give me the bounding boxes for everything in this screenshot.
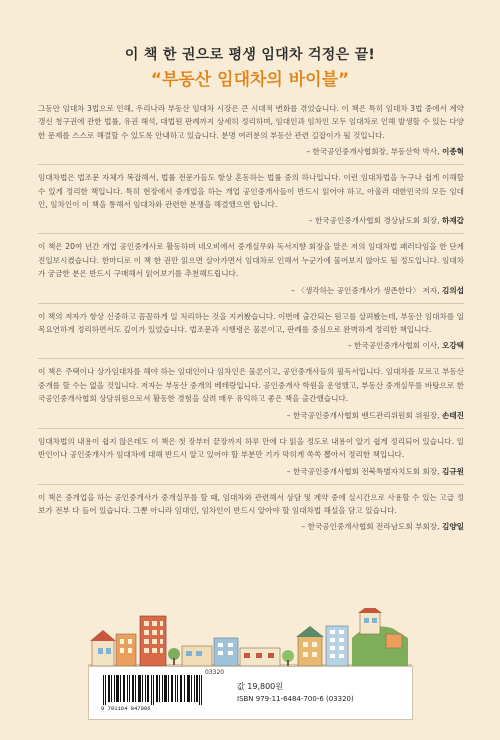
review-attribution — [38, 465, 464, 478]
review-affiliation: – 〈생각하는 공인중개사가 생존한다〉 저자, — [291, 285, 440, 295]
review-text: 그동안 임대차 3법으로 인해, 우리나라 부동산 임대차 시장은 큰 시대적 변화를 겪었습니다. 이 책은 특히 임대차 3법 중에서 계약갱신 청구권에 관한 법률, 유권 해석, 대법원 판례까지 상세히 정리하며, 임대인과 임차인 모두 임대차로 인해 발생할 수 있는 다양한 문제를 스스로 해결할 수 있도록 안내하고 있습니다. 분명 여러분의 부동산 관련 길잡이가 될 것입니다. — [38, 104, 464, 140]
review-text: 이 책은 20여 년간 개업 공인중개사로 활동하며 네오비에서 중개실무와 독서지향 회장을 맡은 저의 임대차법 패러다임을 한 단계 진일보시켰습니다. 한마디로 이 책 한 권만 읽으면 살아가면서 임대차로 인해서 누군가에 물어보지 않아도 될 정도입니다. 임대차가 궁금한 분은 반드시 구매해서 읽어보기를 추천해드립니다. — [38, 242, 464, 279]
barcode-graphic — [99, 675, 219, 711]
review-attribution — [38, 284, 464, 297]
review-affiliation: – 한국공인중개사협회 밴드관리위원회 위원장, — [286, 410, 440, 420]
barcode-addon-code: 03320 — [205, 669, 225, 676]
review-item — [38, 234, 464, 303]
review-affiliation: – 한국공인중개사협회 경상남도회 회장, — [308, 216, 440, 226]
headline: 이 책 한 권으로 평생 임대차 걱정은 끝! — [124, 47, 376, 63]
reviewer-name: 하재갑 — [441, 216, 464, 226]
review-text: 임대차법의 내용이 쉽지 않은데도 이 책은 첫 장부터 끝장까지 하루 만에 다 읽을 정도로 내용이 알기 쉽게 정리되어 있습니다. 일반인이나 공인중개사가 임대차에 대해 반드시 알고 있어야 할 부분만 기가 막히게 쏙쏙 뽑아서 정리한 책입니다. — [38, 436, 464, 460]
review-affiliation: – 한국공인중개사협회 이사, — [347, 341, 440, 351]
price: 값 19,800원 — [237, 682, 283, 691]
review-attribution — [38, 145, 464, 158]
review-text: 임대차법은 법조문 자체가 복잡해서, 법률 전문가들도 항상 혼동하는 법률 중의 하나입니다. 이런 임대차법을 누구나 쉽게 이해할 수 있게 정리한 책입니다. 특히 현장에서 중개업을 하는 개업 공인중개사들이 반드시 읽어야 하고, 아울러 대한민국의 모든 임대인, 임차인이 이 책을 통해서 임대차와 관련한 분쟁을 해결했으면 합니다. — [38, 173, 464, 210]
review-item — [38, 165, 464, 234]
review-item — [38, 485, 464, 540]
reviewer-name: 김양일 — [441, 522, 464, 532]
reviewer-name: 김규원 — [441, 466, 464, 476]
review-item — [38, 96, 464, 165]
subline-title: “부동산 임대차의 바이블” — [150, 70, 350, 90]
isbn: ISBN 979-11-6484-700-6 (03320) — [237, 695, 354, 703]
review-affiliation: – 한국공인중개사협회 전라남도회 부회장, — [301, 522, 440, 532]
city-skyline-illustration — [0, 608, 500, 668]
review-text: 이 책은 중개업을 하는 공인중개사가 중개실무를 할 때, 임대차와 관련해서 상담 및 계약 중에 실시간으로 사용할 수 있는 고급 정보가 전부 다 들어 있습니다. 그뿐 아니라 임대인, 임차인이 반드시 알아야 할 임대차법 해설을 담고 있습니다. — [38, 492, 464, 515]
review-affiliation: – 한국공인중개사협회장, 부동산학 박사, — [306, 147, 440, 157]
review-text: 이 책은 주택이나 상가임대차를 해야 하는 임대인이나 임차인은 물론이고, 공인중개사들의 필독서입니다. 임대차를 모르고 부동산 중개를 할 수는 없을 것입니다. 저자는 부동산 중개의 베테랑입니다. 공인중개사 학원을 운영했고, 부동산 중개실무를 바탕으로 한국공인중개사협회 상담위원으로서 활동한 경험을 살려 매우 유익하고 좋은 책을 출간했습니다. — [38, 367, 464, 404]
review-text: 이 책의 저자가 항상 신중하고 꼼꼼하게 일 처리하는 것을 지켜봤습니다. 이번에 출간되는 원고를 살펴봤는데, 부동산 임대차를 일목요연하게 정리하면서도 깊이가 있었습니다. 법조문과 시행령은 물론이고, 판례를 중심으로 완벽하게 정리한 책입니다. — [38, 311, 464, 335]
review-item — [38, 359, 464, 428]
review-affiliation: – 한국공인중개사협회 전북특별자치도회 회장, — [286, 466, 440, 476]
review-attribution — [38, 409, 464, 422]
reviewer-name: 이종혁 — [441, 147, 464, 157]
reviewer-name: 오강택 — [441, 341, 464, 351]
review-attribution — [38, 339, 464, 352]
reviewer-name: 손태진 — [441, 410, 464, 420]
review-list — [38, 96, 464, 539]
review-item — [38, 304, 464, 360]
review-item — [38, 429, 464, 485]
barcode-number: 9 791164 847006 — [101, 705, 151, 711]
barcode-area — [88, 666, 413, 720]
review-attribution — [38, 214, 464, 227]
reviewer-name: 김의섭 — [441, 285, 464, 295]
review-attribution — [38, 520, 464, 533]
